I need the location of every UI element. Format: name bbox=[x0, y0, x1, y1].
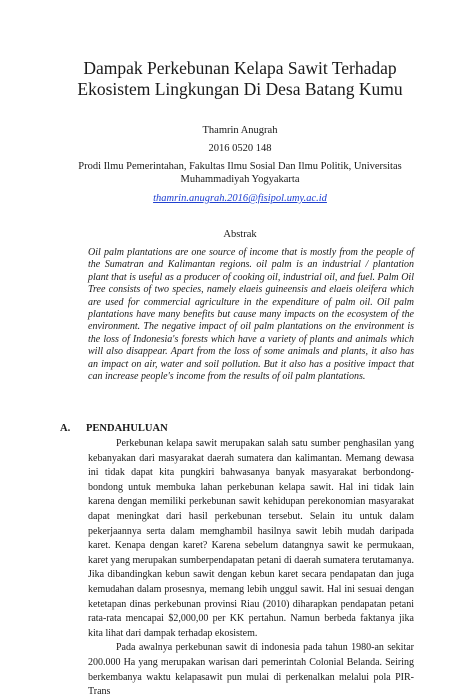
section-body bbox=[88, 437, 414, 700]
email-link[interactable]: thamrin.anugrah.2016@fisipol.umy.ac.id bbox=[153, 193, 327, 204]
section-heading bbox=[60, 423, 168, 434]
body-paragraph-2: Pada awalnya perkebunan sawit di indonesia pada tahun 1980-an sekitar 200.000 Ha yang merupakan warisan dari pemerintah Colonial Belanda. Seiring berkembanya waktu kelapasawit pun mulai di perkenalkan melalui pola PIR-Trans bbox=[88, 642, 414, 698]
student-id: 2016 0520 148 bbox=[208, 143, 272, 154]
body-paragraph-1: Perkebunan kelapa sawit merupakan salah satu sumber penghasilan yang kebanyakan dari masyarakat daerah sumatera dan kalimantan. Memang dewasa ini tidak dapat kita pungkiri bahwasanya banyak masyarakat berbondong-bondong untuk membuka lahan perkebunan kelapa sawit. Hal ini tidak lain karena dengan memiliki perkebunan sawit kehidupan perekonomian masyarakat dapat meningkat dari hasil perkebunan tersebut. Selain itu untuk dalam pekerjaannya serta dalam memghambil hasilnya sawit lebih mudah daripada karet. Kenapa dengan karet? Karena sebelum datangnya sawit ke permukaan, karet yang merupakan sumberpendapatan petani di daerah sumatera terutamanya. Jika dibandingkan kebun sawit dengan kebun karet secara pendapatan dan juga kemudahan dalam prosesnya, memang lebih unggul sawit. Hal ini sesuai dengan ketetapan dinas perkebunan provinsi Riau (2010) diharapkan pendapatan petani rata-rata mencapai $2,000,00 per KK pertahun. Namun berbeda faktanya jika kita lihat dari dampak terhadap ekosistem. bbox=[88, 438, 414, 639]
affiliation-line-1: Prodi Ilmu Pemerintahan, Fakultas Ilmu Sosial Dan Ilmu Politik, Universitas bbox=[78, 161, 402, 172]
abstract-heading: Abstrak bbox=[223, 229, 257, 240]
abstract-text: Oil palm plantations are one source of income that is mostly from the people of the Sumatran and Kalimantan regions. oil palm is an industrial / plantation plant that is useful as a producer of cooking oil, industrial oil, and fuel. Palm Oil Tree consists of two species, namely elaeis guineensis and elaeis oleifera which are used for commercial agriculture in the expenditure of palm oil. Oil palm plantations have many benefits but cause many impacts on the ecosystem of the environment. The negative impact of oil palm plantations on the environment is the loss of Indonesia's forests which have a variety of plants and animals which will also disappear. Apart from the loss of some animals and plants, it also has an impact on air, water and soil pollution. But it also has a positive impact that can increase people's income from the results of oil palm plantations. bbox=[88, 247, 414, 383]
title-line-1: Dampak Perkebunan Kelapa Sawit Terhadap bbox=[83, 58, 397, 78]
affiliation-line-2: Muhammadiyah Yogyakarta bbox=[180, 174, 300, 185]
abstract-body bbox=[88, 247, 414, 383]
title-line-2: Ekosistem Lingkungan Di Desa Batang Kumu bbox=[77, 79, 403, 99]
section-number: A. bbox=[60, 423, 71, 434]
author-name: Thamrin Anugrah bbox=[202, 125, 278, 136]
paper-title bbox=[60, 58, 420, 100]
section-title: PENDAHULUAN bbox=[86, 423, 168, 434]
affiliation bbox=[60, 160, 420, 186]
